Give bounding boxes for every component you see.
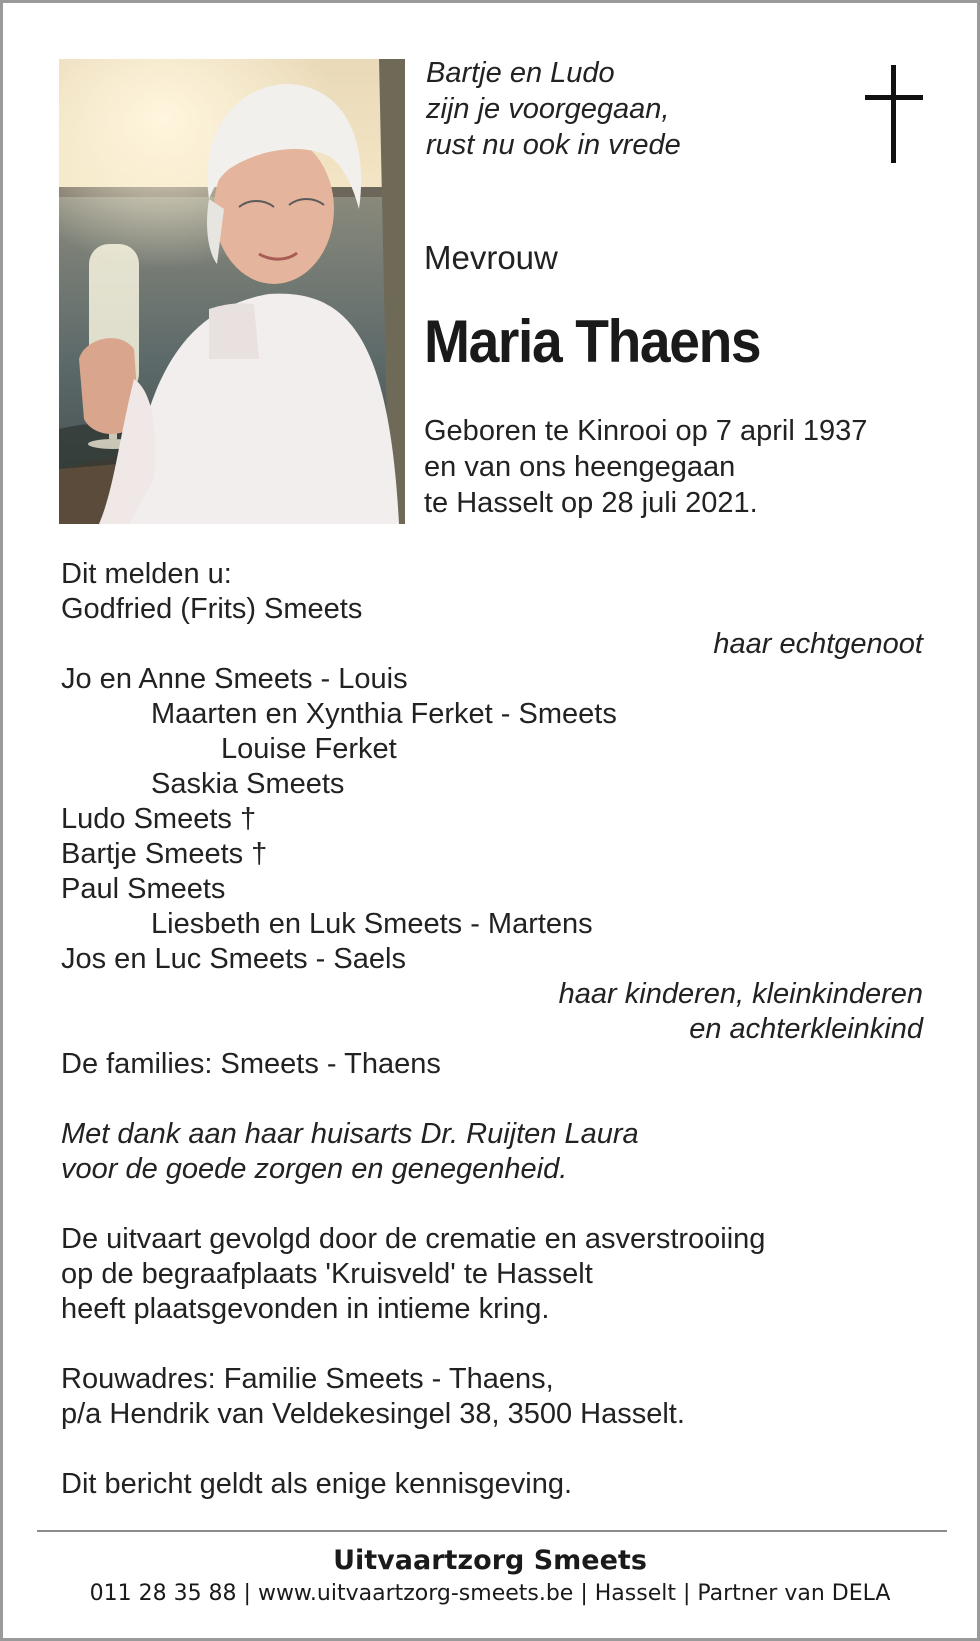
birth-line: Geboren te Kinrooi op 7 april 1937 [424,415,868,447]
funeral-line: op de begraafplaats 'Kruisveld' te Hasselt [61,1258,593,1290]
address-line: p/a Hendrik van Veldekesingel 38, 3500 Hasselt. [61,1398,685,1430]
funeral-company-name: Uitvaartzorg Smeets [333,1545,647,1576]
thanks-line: voor de goede zorgen en genegenheid. [61,1153,568,1185]
footer-divider [37,1530,947,1532]
family-role: haar kinderen, kleinkinderen [558,978,923,1010]
spouse-name: Godfried (Frits) Smeets [61,593,363,625]
family-member: Ludo Smeets † [61,803,257,835]
funeral-line: De uitvaart gevolgd door de crematie en asverstrooiing [61,1223,766,1255]
announce-intro: Dit melden u: [61,558,232,590]
address-line: Rouwadres: Familie Smeets - Thaens, [61,1363,554,1395]
family-member: Paul Smeets [61,873,226,905]
portrait-photo [59,59,405,524]
family-member: Maarten en Xynthia Ferket - Smeets [151,698,617,730]
family-member: Jo en Anne Smeets - Louis [61,663,408,695]
family-member: Louise Ferket [221,733,397,765]
deceased-name: Maria Thaens [424,308,761,375]
birth-death-details [424,413,867,521]
funeral-line: heeft plaatsgevonden in intieme kring. [61,1293,550,1325]
family-member: Liesbeth en Luk Smeets - Martens [151,908,593,940]
notice-line: Dit bericht geldt als enige kennisgeving. [61,1468,573,1500]
family-member: Jos en Luc Smeets - Saels [61,943,406,975]
cross-icon [865,65,923,163]
verse-line: Bartje en Ludo [426,57,615,89]
verse-line: zijn je voorgegaan, [426,93,670,125]
verse-line: rust nu ook in vrede [426,129,681,161]
spouse-role: haar echtgenoot [713,628,923,660]
thanks-line: Met dank aan haar huisarts Dr. Ruijten Laura [61,1118,639,1150]
announcement-body [61,557,923,1502]
family-role: en achterkleinkind [689,1013,923,1045]
family-member: Bartje Smeets † [61,838,268,870]
families-line: De families: Smeets - Thaens [61,1048,441,1080]
funeral-company-contact: 011 28 35 88 | www.uitvaartzorg-smeets.be | Hasselt | Partner van DELA [89,1581,891,1606]
honorific: Mevrouw [424,239,558,276]
birth-line: en van ons heengegaan [424,451,736,483]
memorial-verse [426,55,681,163]
birth-line: te Hasselt op 28 juli 2021. [424,487,758,519]
family-member: Saskia Smeets [151,768,345,800]
